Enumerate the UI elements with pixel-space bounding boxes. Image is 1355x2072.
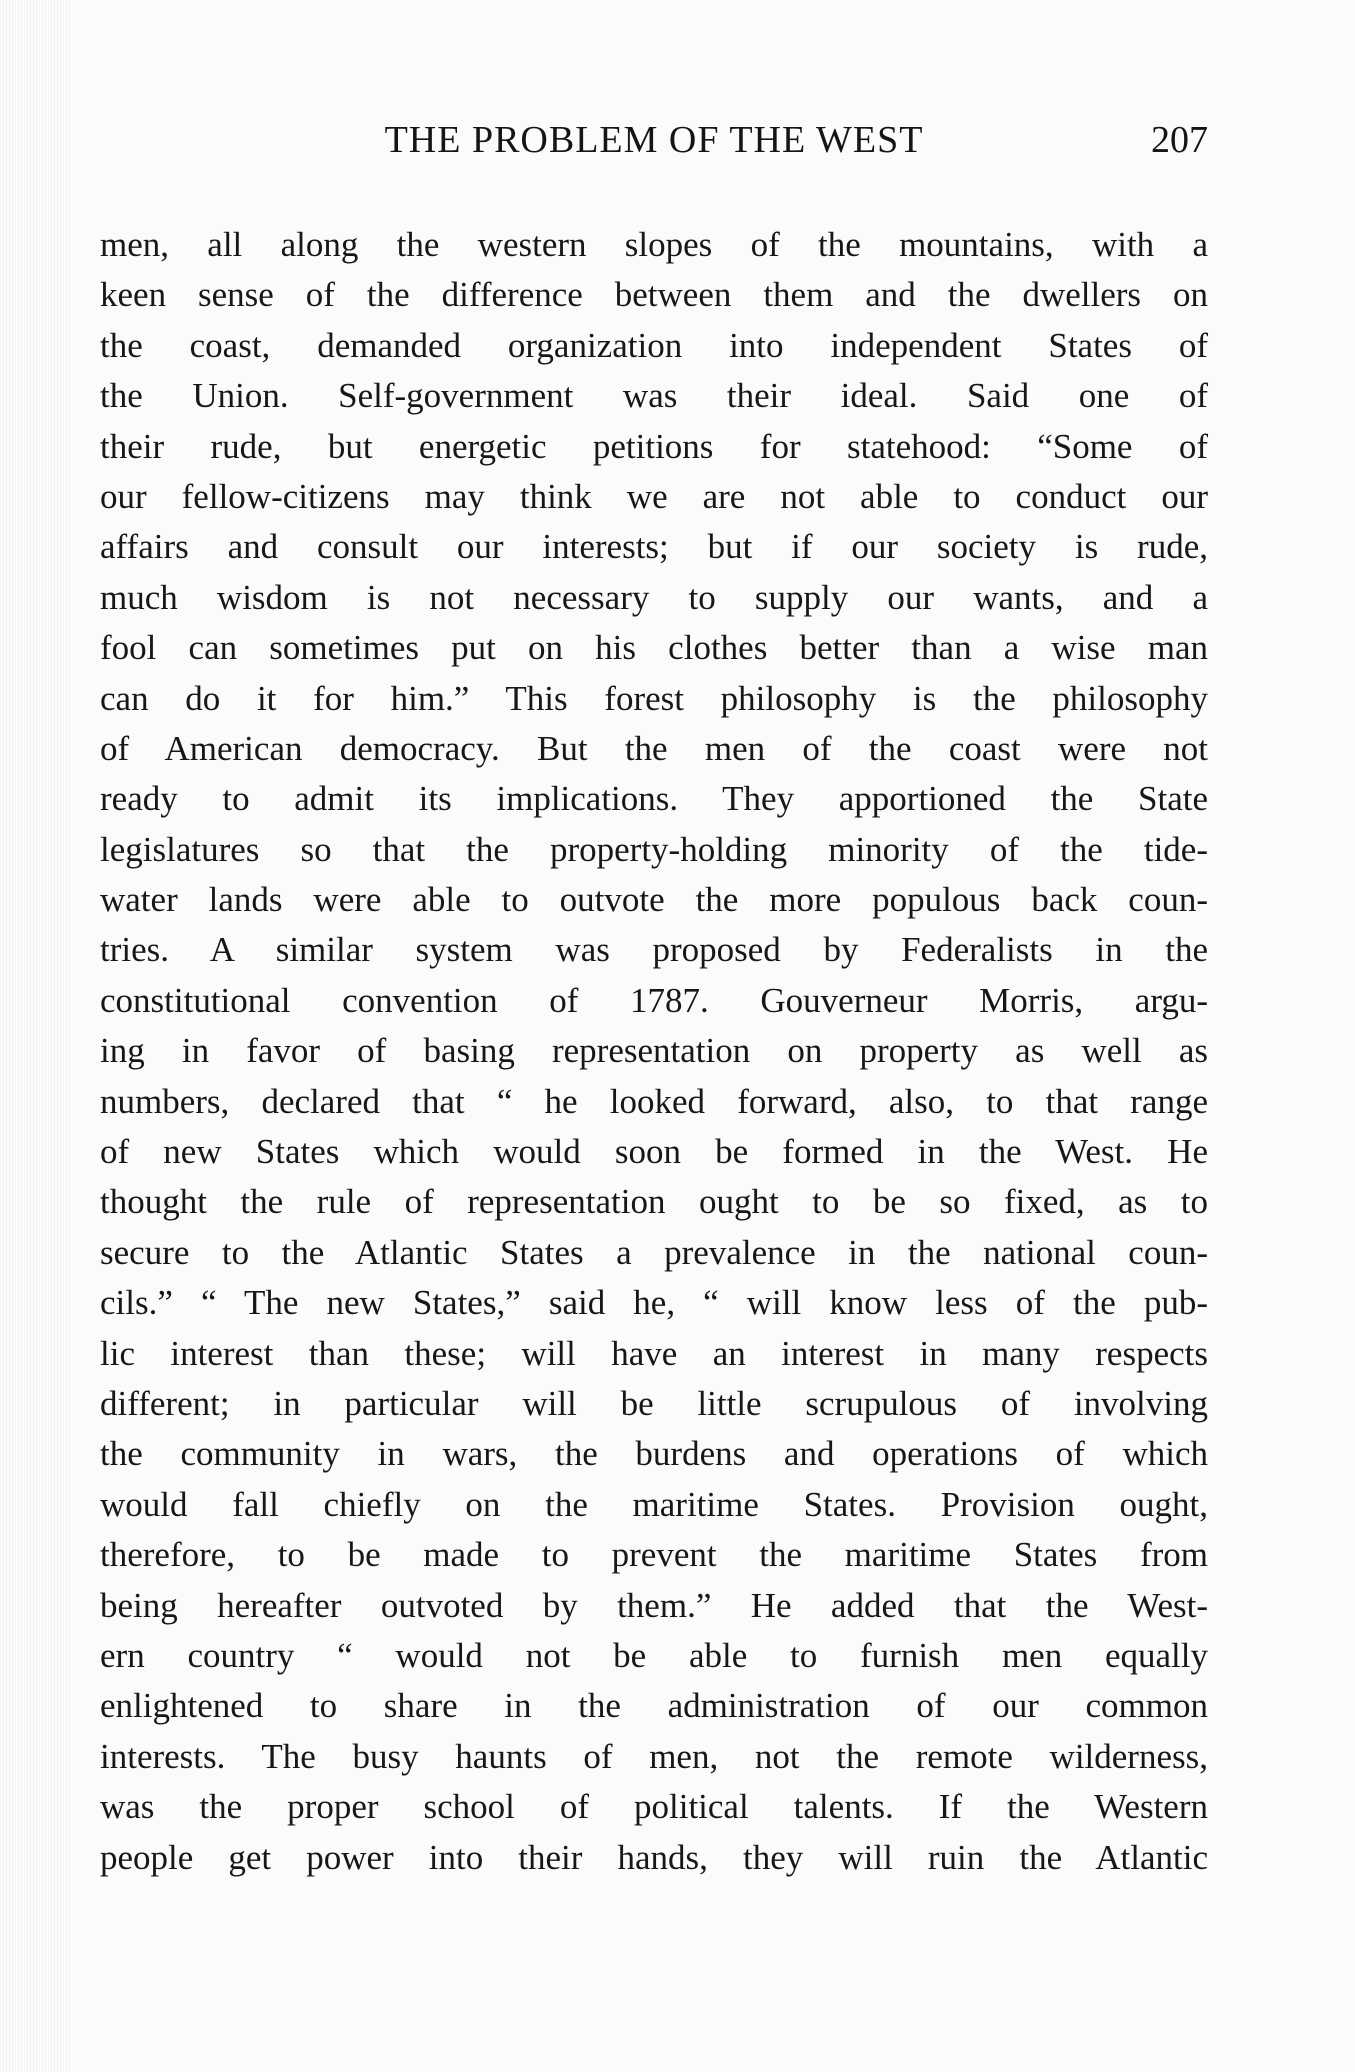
text-line: numbers, declared that “ he looked forward, also, to that range bbox=[100, 1081, 1208, 1121]
text-line: of American democracy. But the men of the coast were not bbox=[100, 728, 1208, 768]
text-line: keen sense of the difference between them and the dwellers on bbox=[100, 275, 1208, 315]
text-line: affairs and consult our interests; but if our society is rude, bbox=[100, 527, 1208, 567]
body-text bbox=[100, 220, 1208, 1883]
page-gutter-texture bbox=[0, 0, 70, 2072]
page-number: 207 bbox=[1151, 119, 1208, 161]
text-line: being hereafter outvoted by them.” He added that the West- bbox=[100, 1585, 1208, 1625]
text-line: fool can sometimes put on his clothes better than a wise man bbox=[100, 628, 1208, 668]
text-line: therefore, to be made to prevent the maritime States from bbox=[100, 1535, 1208, 1575]
text-line: can do it for him.” This forest philosophy is the philosophy bbox=[100, 678, 1208, 718]
text-line: tries. A similar system was proposed by Federalists in the bbox=[100, 930, 1208, 970]
text-line: our fellow-citizens may think we are not able to conduct our bbox=[100, 476, 1208, 516]
text-line: their rude, but energetic petitions for statehood: “Some of bbox=[100, 426, 1208, 466]
text-line: of new States which would soon be formed in the West. He bbox=[100, 1132, 1208, 1172]
text-line: the coast, demanded organization into independent States of bbox=[100, 325, 1208, 365]
page-header bbox=[100, 118, 1208, 178]
text-line: enlightened to share in the administration of our common bbox=[100, 1686, 1208, 1726]
text-line: was the proper school of political talents. If the Western bbox=[100, 1787, 1208, 1827]
text-line: ern country “ would not be able to furnish men equally bbox=[100, 1635, 1208, 1675]
text-line: constitutional convention of 1787. Gouverneur Morris, argu- bbox=[100, 980, 1208, 1020]
text-line: much wisdom is not necessary to supply our wants, and a bbox=[100, 577, 1208, 617]
text-line: legislatures so that the property-holding minority of the tide- bbox=[100, 829, 1208, 869]
text-line: different; in particular will be little scrupulous of involving bbox=[100, 1383, 1208, 1423]
text-line: the Union. Self-government was their ideal. Said one of bbox=[100, 376, 1208, 416]
text-line: ready to admit its implications. They apportioned the State bbox=[100, 779, 1208, 819]
text-line: would fall chiefly on the maritime States. Provision ought, bbox=[100, 1484, 1208, 1524]
text-line: lic interest than these; will have an interest in many respects bbox=[100, 1333, 1208, 1373]
text-line: the community in wars, the burdens and operations of which bbox=[100, 1434, 1208, 1474]
running-title: THE PROBLEM OF THE WEST bbox=[384, 119, 924, 161]
text-line: men, all along the western slopes of the mountains, with a bbox=[100, 225, 1208, 264]
text-line: cils.” “ The new States,” said he, “ will know less of the pub- bbox=[100, 1283, 1208, 1323]
text-line: interests. The busy haunts of men, not the remote wilderness, bbox=[100, 1736, 1208, 1776]
text-line: ing in favor of basing representation on property as well as bbox=[100, 1031, 1208, 1071]
text-line: water lands were able to outvote the more populous back coun- bbox=[100, 880, 1208, 920]
text-line: people get power into their hands, they will ruin the Atlantic bbox=[100, 1837, 1208, 1877]
text-line: secure to the Atlantic States a prevalence in the national coun- bbox=[100, 1232, 1208, 1272]
text-line: thought the rule of representation ought to be so fixed, as to bbox=[100, 1182, 1208, 1222]
